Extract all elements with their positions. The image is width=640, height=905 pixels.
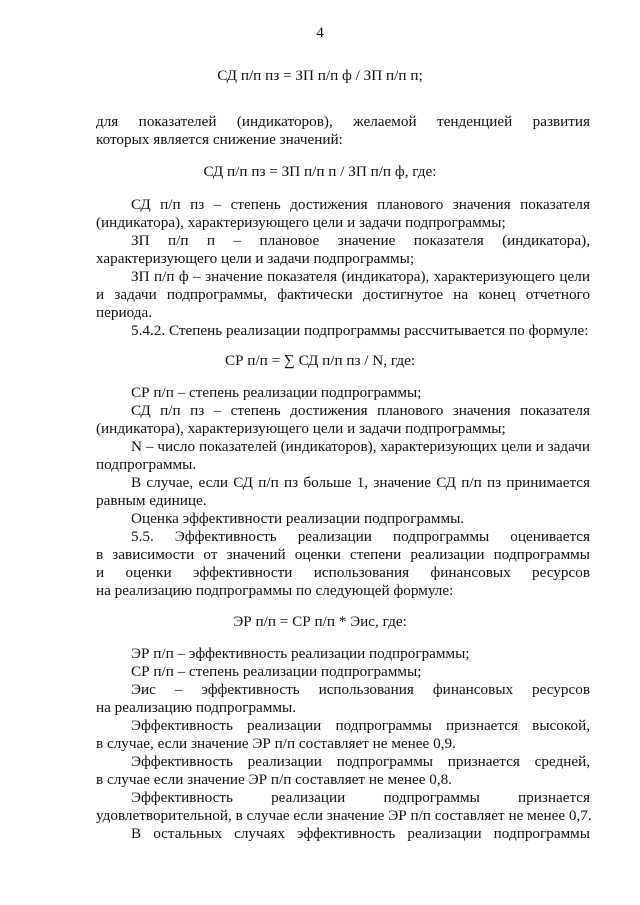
definition-line: N – число показателей (индикаторов), характеризующих цели и задачи <box>131 438 590 455</box>
definition-line: на реализацию подпрограммы. <box>96 699 297 716</box>
page-number: 4 <box>316 24 324 41</box>
section-5-5-line: в зависимости от значений оценки степени реализации подпрограммы <box>96 546 590 563</box>
section-5-5-line: на реализацию подпрограммы по следующей формуле: <box>96 582 454 599</box>
paragraph-line: равным единице. <box>96 492 207 509</box>
formula-er: ЭР п/п = СР п/п * Эис, где: <box>233 613 407 630</box>
formula-sd-increase: СД п/п пз = ЗП п/п ф / ЗП п/п п; <box>217 67 423 84</box>
definition-line: СД п/п пз – степень достижения планового значения показателя <box>131 402 590 419</box>
definition-line: СР п/п – степень реализации подпрограммы; <box>131 663 422 680</box>
definition-line: подпрограммы. <box>96 456 197 473</box>
evaluation-line: В остальных случаях эффективность реализации подпрограммы <box>131 825 590 842</box>
evaluation-line: в случае если значение ЭР п/п составляет не менее 0,8. <box>96 771 453 788</box>
definition-line: СД п/п пз – степень достижения планового значения показателя <box>131 196 590 213</box>
evaluation-line: Эффективность реализации подпрограммы признается высокой, <box>131 717 590 734</box>
section-5-5-line: и оценки эффективности использования финансовых ресурсов <box>96 564 590 581</box>
evaluation-line: Эффективность реализации подпрограммы признается <box>131 789 590 806</box>
definition-line: ЭР п/п – эффективность реализации подпрограммы; <box>131 645 470 662</box>
definition-line: СР п/п – степень реализации подпрограммы; <box>131 384 422 401</box>
definition-line: характеризующего цели и задачи подпрограммы; <box>96 250 415 267</box>
section-5-4-2: 5.4.2. Степень реализации подпрограммы рассчитывается по формуле: <box>131 322 589 339</box>
paragraph-line: которых является снижение значений: <box>96 131 343 148</box>
evaluation-line: в случае, если значение ЭР п/п составляет не менее 0,9. <box>96 735 456 752</box>
formula-sd-decrease: СД п/п пз = ЗП п/п п / ЗП п/п ф, где: <box>203 163 437 180</box>
paragraph-line: В случае, если СД п/п пз больше 1, значение СД п/п пз принимается <box>131 474 590 491</box>
definition-line: ЗП п/п п – плановое значение показателя (индикатора), <box>131 232 590 249</box>
section-5-5-line: 5.5. Эффективность реализации подпрограммы оценивается <box>131 528 590 545</box>
section-heading: Оценка эффективности реализации подпрограммы. <box>131 510 465 527</box>
definition-line: Эис – эффективность использования финансовых ресурсов <box>131 681 590 698</box>
paragraph-line: для показателей (индикаторов), желаемой тенденцией развития <box>96 113 590 130</box>
definition-line: (индикатора), характеризующего цели и задачи подпрограммы; <box>96 420 506 437</box>
definition-line: и задачи подпрограммы, фактически достигнутое на конец отчетного <box>96 286 590 303</box>
evaluation-line: удовлетворительной, в случае если значение ЭР п/п составляет не менее 0,7. <box>96 807 592 824</box>
definition-line: периода. <box>96 304 153 321</box>
definition-line: (индикатора), характеризующего цели и задачи подпрограммы; <box>96 214 506 231</box>
formula-sr: СР п/п = ∑ СД п/п пз / N, где: <box>224 352 416 369</box>
evaluation-line: Эффективность реализации подпрограммы признается средней, <box>131 753 590 770</box>
definition-line: ЗП п/п ф – значение показателя (индикатора), характеризующего цели <box>131 268 590 285</box>
